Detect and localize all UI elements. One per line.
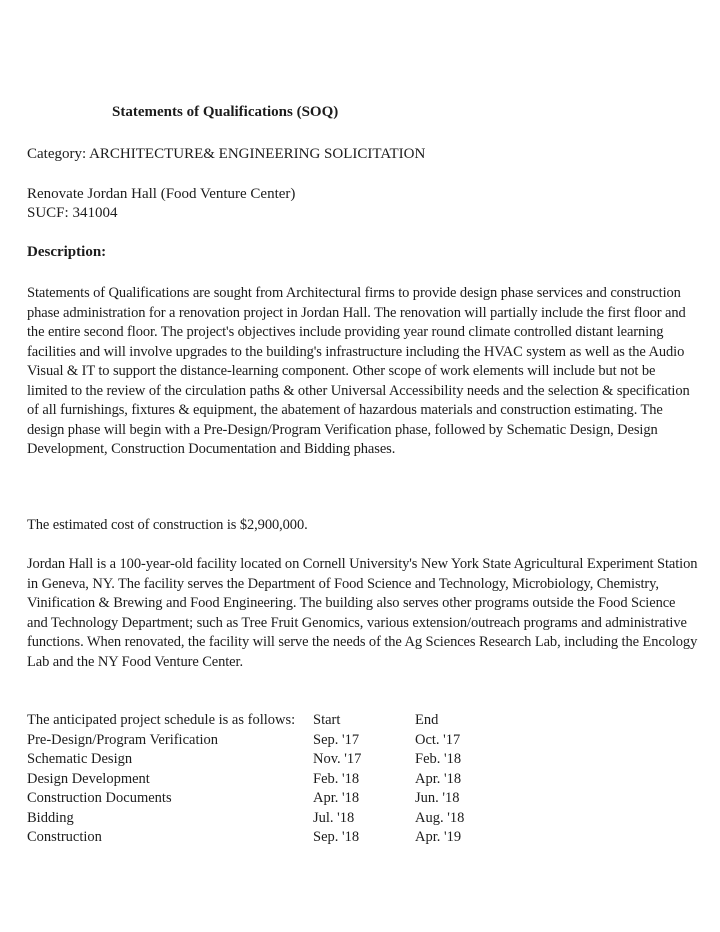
cost-paragraph: The estimated cost of construction is $2,900,000. [27, 517, 308, 533]
phase-start: Apr. '18 [313, 790, 360, 806]
project-info [27, 185, 295, 223]
schedule-row [27, 750, 699, 770]
facility-paragraph: Jordan Hall is a 100-year-old facility located on Cornell University's New York State Agricultural Experiment Station in Geneva, NY. The facility serves the Department of Food Science and Technology, Microbiology, Chemistry, Vinification & Brewing and Food Engineering. The building also serves other programs outside the Food Science and Technology Department; such as Tree Fruit Genomics, various extension/outreach programs and administrative functions. When renovated, the facility will serve the needs of the Ag Sciences Research Lab, including the Encology Lab and the NY Food Venture Center. [27, 556, 698, 670]
document-title: Statements of Qualifications (SOQ) [112, 104, 339, 120]
project-name: Renovate Jordan Hall (Food Venture Center) [27, 186, 296, 202]
description-paragraph: Statements of Qualifications are sought from Architectural firms to provide design phase services and construction phase administration for a renovation project in Jordan Hall. The renovation will partially include the first floor and the entire second floor. The project's objectives include providing year round climate controlled distant learning facilities and will involve upgrades to the building's infrastructure including the HVAC system as well as the Audio Visual & IT to support the distance-learning component. Other scope of work elements will include but not be limited to the review of the circulation paths & other Universal Accessibility needs and the selection & specification of all furnishings, fixtures & equipment, the abatement of hazardous materials and construction estimating. The design phase will begin with a Pre-Design/Program Verification phase, followed by Schematic Design, Design Development, Construction Documentation and Bidding phases. [27, 285, 690, 457]
phase-name: Bidding [27, 809, 74, 826]
phase-name: Construction Documents [27, 790, 172, 806]
schedule-intro: The anticipated project schedule is as follows: [27, 712, 296, 728]
phase-end: Aug. '18 [415, 809, 465, 826]
schedule-row [27, 828, 699, 848]
schedule-row [27, 770, 699, 790]
schedule-row [27, 789, 699, 809]
description-heading: Description: [27, 244, 107, 260]
phase-end: Oct. '17 [415, 731, 461, 748]
schedule-table [27, 711, 699, 848]
phase-name: Pre-Design/Program Verification [27, 731, 219, 748]
phase-name: Construction [27, 829, 102, 845]
phase-name: Schematic Design [27, 751, 133, 767]
category-line: Category: ARCHITECTURE& ENGINEERING SOLICITATION [27, 146, 426, 162]
phase-start: Sep. '18 [313, 829, 360, 845]
sucf-number: SUCF: 341004 [27, 205, 118, 221]
end-header: End [415, 712, 439, 728]
phase-end: Feb. '18 [415, 751, 462, 767]
phase-start: Feb. '18 [313, 770, 360, 787]
phase-start: Sep. '17 [313, 731, 360, 748]
schedule-row [27, 731, 699, 751]
phase-end: Apr. '18 [415, 770, 462, 787]
start-header: Start [313, 712, 341, 728]
schedule-row [27, 809, 699, 829]
schedule-header-row [27, 711, 699, 731]
phase-start: Nov. '17 [313, 751, 362, 767]
phase-end: Jun. '18 [415, 790, 460, 806]
phase-end: Apr. '19 [415, 829, 462, 845]
phase-start: Jul. '18 [313, 809, 355, 826]
phase-name: Design Development [27, 770, 150, 787]
